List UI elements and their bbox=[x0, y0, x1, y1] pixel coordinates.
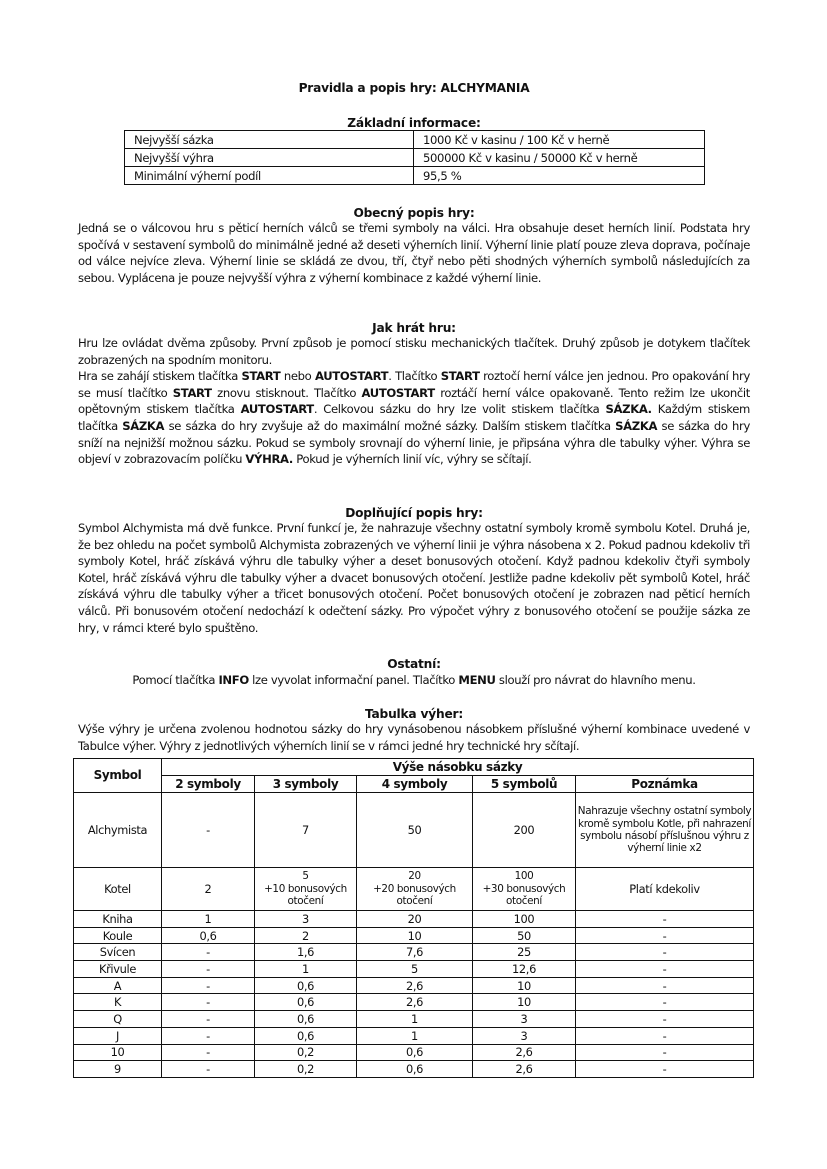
bold-keyword: SÁZKA bbox=[122, 418, 165, 433]
paytable-value: 1 bbox=[162, 911, 255, 928]
paytable-symbol: Alchymista bbox=[74, 793, 162, 868]
paytable-value: 10 bbox=[473, 994, 576, 1011]
paytable-note: - bbox=[576, 911, 754, 928]
bold-keyword: SÁZKA. bbox=[605, 402, 652, 417]
basic-info-row bbox=[125, 131, 705, 149]
paytable-value: 2,6 bbox=[473, 1044, 576, 1061]
paytable-value: - bbox=[162, 793, 255, 868]
basic-info-row bbox=[125, 149, 705, 167]
paytable-value: 50 bbox=[473, 927, 576, 944]
paytable-value bbox=[357, 868, 473, 911]
paytable-note: - bbox=[576, 927, 754, 944]
bold-keyword: VÝHRA. bbox=[245, 452, 293, 467]
paytable-row bbox=[74, 994, 754, 1011]
paytable-value: 3 bbox=[255, 911, 357, 928]
paytable-row bbox=[74, 1061, 754, 1078]
bold-keyword: START bbox=[241, 369, 281, 384]
howto-text bbox=[78, 335, 750, 468]
basic-info-value: 95,5 % bbox=[414, 167, 705, 185]
value-line: +20 bonusových bbox=[373, 882, 456, 895]
paytable-note: - bbox=[576, 1044, 754, 1061]
paytable-row bbox=[74, 868, 754, 911]
paytable-value: 2 bbox=[255, 927, 357, 944]
paytable-row bbox=[74, 1011, 754, 1028]
howto-paragraph-2: Hra se zahájí stiskem tlačítka START nebo AUTOSTART. Tlačítko START roztočí herní válce jen jednou. Pro opakování hry se musí tlačítko START znovu stisknout. Tlačítko AUTOSTART roztáčí herní válce opakovaně. Tento režim lze ukončit opětovným stiskem tlačítka AUTOSTART. Celkovou sázku do hry lze volit stiskem tlačítka SÁZKA. Každým stiskem tlačítka SÁZKA se sázka do hry zvyšuje až do maximální možné sázky. Dalším stiskem tlačítka SÁZKA se sázka do hry sníží na nejnižší možnou sázku. Pokud se symboly srovnají do výherní linie, je připsána výhra dle tabulky výher. Výhra se objeví v zobrazovacím políčku VÝHRA. Pokud je výherních linií víc, výhry se sčítají. bbox=[78, 369, 750, 467]
paytable-header-group: Výše násobku sázky bbox=[162, 759, 754, 776]
paytable-row bbox=[74, 911, 754, 928]
paytable-value: 0,2 bbox=[255, 1061, 357, 1078]
basic-info-value: 1000 Kč v kasinu / 100 Kč v herně bbox=[414, 131, 705, 149]
paytable-value: - bbox=[162, 994, 255, 1011]
basic-info-table bbox=[124, 130, 705, 185]
other-text: Pomocí tlačítka INFO lze vyvolat informační panel. Tlačítko MENU slouží pro návrat do hlavního menu. bbox=[132, 673, 696, 687]
paytable-value: 0,6 bbox=[255, 994, 357, 1011]
paytable-symbol: J bbox=[74, 1027, 162, 1044]
paytable-value: 12,6 bbox=[473, 961, 576, 978]
basic-info-label: Nejvyšší výhra bbox=[125, 149, 414, 167]
paytable-symbol: Kotel bbox=[74, 868, 162, 911]
paytable-col-header: 2 symboly bbox=[162, 776, 255, 793]
bold-keyword: AUTOSTART bbox=[314, 369, 389, 384]
paytable-symbol: Svícen bbox=[74, 944, 162, 961]
additional-heading: Doplňující popis hry: bbox=[345, 506, 483, 520]
paytable-value: 10 bbox=[357, 927, 473, 944]
paytable-note: - bbox=[576, 1027, 754, 1044]
paytable-value: 20 bbox=[357, 911, 473, 928]
paytable-value: 2,6 bbox=[357, 994, 473, 1011]
bold-keyword: START bbox=[440, 369, 480, 384]
bold-keyword: AUTOSTART bbox=[361, 385, 435, 400]
value-line: +30 bonusových bbox=[482, 882, 566, 895]
paytable-value: 100 bbox=[473, 911, 576, 928]
paytable-col-header: 4 symboly bbox=[357, 776, 473, 793]
paytable-note: - bbox=[576, 961, 754, 978]
paytable-value: 7 bbox=[255, 793, 357, 868]
paytable-col-header: 3 symboly bbox=[255, 776, 357, 793]
bold-keyword: START bbox=[172, 385, 212, 400]
paytable-note: - bbox=[576, 1011, 754, 1028]
paytable-value: - bbox=[162, 944, 255, 961]
paytable-row bbox=[74, 1027, 754, 1044]
paytable-row bbox=[74, 793, 754, 868]
basic-info-value: 500000 Kč v kasinu / 50000 Kč v herně bbox=[414, 149, 705, 167]
paytable-symbol: Křivule bbox=[74, 961, 162, 978]
paytable-value: 25 bbox=[473, 944, 576, 961]
paytable-symbol: K bbox=[74, 994, 162, 1011]
value-line: +10 bonusových bbox=[264, 882, 347, 895]
paytable-row bbox=[74, 944, 754, 961]
howto-paragraph-1: Hru lze ovládat dvěma způsoby. První způsob je pomocí stisku mechanických tlačítek. Druhý způsob je dotykem tlačítek zobrazených na spodním monitoru. bbox=[78, 336, 750, 367]
paytable-value bbox=[255, 868, 357, 911]
paytable-symbol: 9 bbox=[74, 1061, 162, 1078]
paytable-value: 0,6 bbox=[255, 1027, 357, 1044]
value-line: 5 bbox=[302, 870, 309, 883]
paytable-note: Nahrazuje všechny ostatní symboly kromě symbolu Kotle, při nahrazení symbolu násobí příslušnou výhru z výherní linie x2 bbox=[576, 793, 754, 868]
document-title: Pravidla a popis hry: ALCHYMANIA bbox=[298, 81, 530, 95]
value-line: otočení bbox=[287, 895, 324, 908]
paytable-value: - bbox=[162, 961, 255, 978]
paytable-value: 0,6 bbox=[357, 1044, 473, 1061]
paytable bbox=[73, 758, 754, 1078]
paytable-row bbox=[74, 977, 754, 994]
bold-keyword: MENU bbox=[458, 673, 496, 687]
howto-heading: Jak hrát hru: bbox=[372, 321, 456, 335]
other-heading: Ostatní: bbox=[387, 657, 441, 671]
paytable-note: Platí kdekoliv bbox=[576, 868, 754, 911]
paytable-col-header: 5 symbolů bbox=[473, 776, 576, 793]
bold-keyword: AUTOSTART bbox=[240, 402, 314, 417]
value-line: 100 bbox=[514, 870, 534, 883]
paytable-value: 1 bbox=[255, 961, 357, 978]
value-line: otočení bbox=[396, 895, 433, 908]
paytable-symbol: 10 bbox=[74, 1044, 162, 1061]
basic-info-label: Nejvyšší sázka bbox=[125, 131, 414, 149]
paytable-value: 200 bbox=[473, 793, 576, 868]
paytable-row bbox=[74, 927, 754, 944]
paytable-value bbox=[473, 868, 576, 911]
basic-info-label: Minimální výherní podíl bbox=[125, 167, 414, 185]
paytable-value: 0,2 bbox=[255, 1044, 357, 1061]
paytable-value: 2 bbox=[162, 868, 255, 911]
paytable-value: 5 bbox=[357, 961, 473, 978]
paytable-value: - bbox=[162, 977, 255, 994]
paytable-heading: Tabulka výher: bbox=[364, 707, 464, 721]
basic-info-heading: Základní informace: bbox=[347, 116, 481, 130]
paytable-value: 3 bbox=[473, 1011, 576, 1028]
general-heading: Obecný popis hry: bbox=[353, 206, 475, 220]
paytable-value: - bbox=[162, 1011, 255, 1028]
paytable-symbol: A bbox=[74, 977, 162, 994]
value-line: 20 bbox=[408, 870, 421, 883]
paytable-value: 2,6 bbox=[473, 1061, 576, 1078]
paytable-value: 2,6 bbox=[357, 977, 473, 994]
paytable-intro: Výše výhry je určena zvolenou hodnotou sázky do hry vynásobenou násobkem příslušné výherní kombinace uvedené v Tabulce výher. Výhry z jednotlivých výherních linií se v rámci jedné hry technické hry sčítají. bbox=[78, 722, 750, 753]
paytable-row bbox=[74, 1044, 754, 1061]
paytable-value: - bbox=[162, 1027, 255, 1044]
paytable-value: 1,6 bbox=[255, 944, 357, 961]
bold-keyword: SÁZKA bbox=[615, 418, 658, 433]
paytable-value: 1 bbox=[357, 1011, 473, 1028]
paytable-value: 1 bbox=[357, 1027, 473, 1044]
paytable-value: 0,6 bbox=[162, 927, 255, 944]
paytable-symbol: Koule bbox=[74, 927, 162, 944]
paytable-note: - bbox=[576, 994, 754, 1011]
paytable-value: 50 bbox=[357, 793, 473, 868]
paytable-header-symbol: Symbol bbox=[74, 759, 162, 793]
paytable-symbol: Kniha bbox=[74, 911, 162, 928]
paytable-row bbox=[74, 961, 754, 978]
general-text: Jedná se o válcovou hru s pěticí herních válců se třemi symboly na válci. Hra obsahuje deset herních linií. Podstata hry spočívá v sestavení symbolů do minimálně jedné až deseti výherních linií. Výherní linie platí pouze zleva doprava, počínaje od válce nejvíce zleva. Výherní linie se skládá ze dvou, tří, čtyř nebo pěti shodných výherních symbolů následujících za sebou. Vyplácena je pouze nejvyšší výhra z výherní kombinace z každé výherní linie. bbox=[78, 221, 750, 285]
paytable-col-header: Poznámka bbox=[576, 776, 754, 793]
paytable-value: 0,6 bbox=[255, 1011, 357, 1028]
paytable-value: - bbox=[162, 1061, 255, 1078]
paytable-value: 7,6 bbox=[357, 944, 473, 961]
paytable-value: 3 bbox=[473, 1027, 576, 1044]
paytable-value: - bbox=[162, 1044, 255, 1061]
paytable-value: 0,6 bbox=[255, 977, 357, 994]
bold-keyword: INFO bbox=[218, 673, 249, 687]
paytable-value: 0,6 bbox=[357, 1061, 473, 1078]
paytable-value: 10 bbox=[473, 977, 576, 994]
value-line: otočení bbox=[506, 895, 542, 908]
paytable-note: - bbox=[576, 944, 754, 961]
paytable-symbol: Q bbox=[74, 1011, 162, 1028]
basic-info-row bbox=[125, 167, 705, 185]
additional-text: Symbol Alchymista má dvě funkce. První funkcí je, že nahrazuje všechny ostatní symboly kromě symbolu Kotel. Druhá je, že bez ohledu na počet symbolů Alchymista zobrazených ve výherní linii je výhra násobena x 2. Pokud padnou kdekoliv tři symboly Kotel, hráč získává výhru dle tabulky výher a deset bonusových otočení. Když padnou kdekoliv čtyři symboly Kotel, hráč získává výhru dle tabulky výher a dvacet bonusových otočení. Jestliže padne kdekoliv pět symbolů Kotel, hráč získává výhru dle tabulky výher a třicet bonusových otočení. Počet bonusových otočení je zobrazen nad pěticí herních válců. Při bonusovém otočení nedochází k odečtení sázky. Pro výpočet výhry z bonusového otočení se použije sázka ze hry, v rámci které bylo spuštěno. bbox=[78, 521, 750, 635]
paytable-note: - bbox=[576, 1061, 754, 1078]
paytable-note: - bbox=[576, 977, 754, 994]
